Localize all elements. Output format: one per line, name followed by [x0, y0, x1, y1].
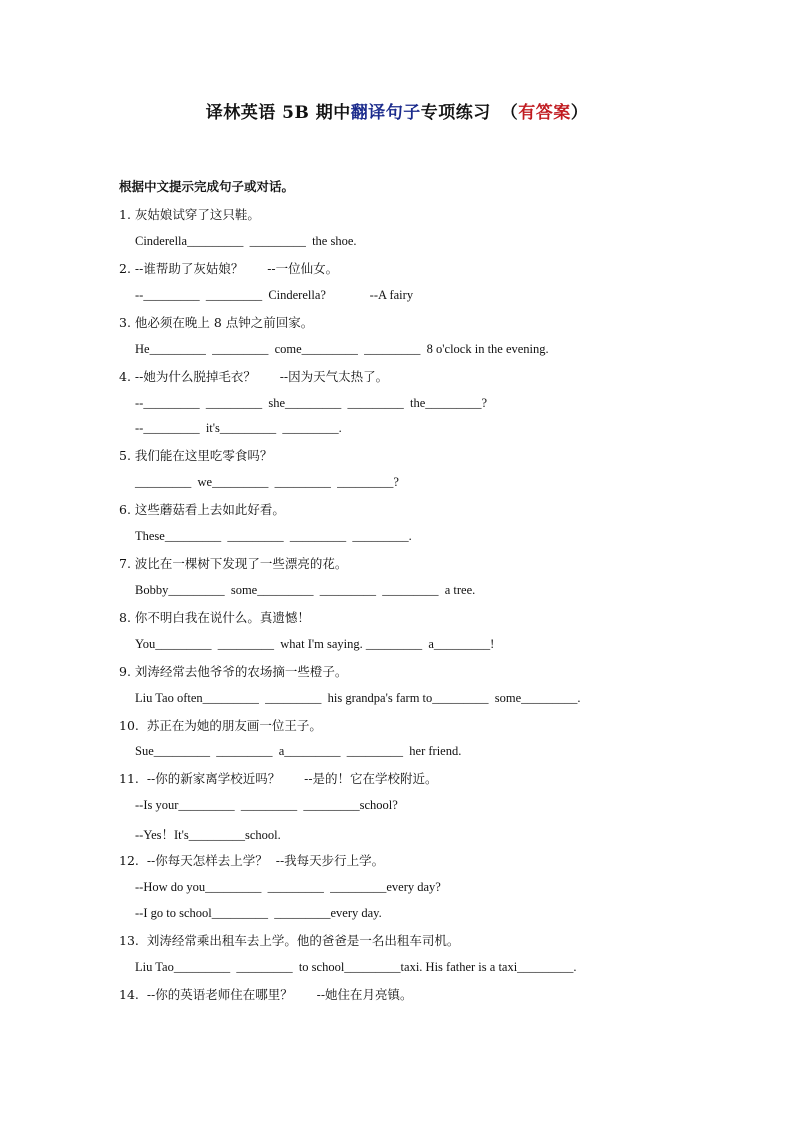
question-7: 7. 波比在一棵树下发现了一些漂亮的花。 [119, 556, 348, 571]
answer-2: --_________ _________ Cinderella? --A fairy [135, 288, 414, 302]
question-14: 14. --你的英语老师住在哪里？ --她住在月亮镇。 [119, 987, 413, 1002]
title-text-3: 期中 [309, 103, 351, 123]
answer-11a: --Is your_________ _________ _________school? [135, 798, 398, 812]
answer-4a: --_________ _________ she_________ _________ the_________? [135, 396, 488, 410]
page-title [0, 98, 794, 123]
answer-5: _________ we_________ _________ _________? [135, 475, 399, 489]
instruction: 根据中文提示完成句子或对话。 [119, 179, 295, 194]
title-text-2: 5B [282, 103, 310, 123]
answer-11b: --Yes！It's_________school. [135, 828, 281, 842]
question-6: 6. 这些蘑菇看上去如此好看。 [119, 502, 285, 517]
question-2: 2. --谁帮助了灰姑娘？ --一位仙女。 [119, 261, 339, 276]
title-text-5: 子 [403, 103, 421, 123]
question-10: 10. 苏正在为她的朋友画一位王子。 [119, 718, 322, 733]
answer-1: Cinderella_________ _________ the shoe. [135, 234, 357, 248]
question-1: 1. 灰姑娘试穿了这只鞋。 [119, 207, 260, 222]
title-text-4: 翻译句 [350, 103, 404, 123]
answer-9: Liu Tao often_________ _________ his grandpa's farm to_________ some_________. [135, 691, 581, 705]
title-text-6: 专项练习 [420, 103, 491, 123]
title-answer-label: 有答案 [518, 103, 571, 123]
question-5: 5. 我们能在这里吃零食吗？ [119, 448, 273, 463]
question-3: 3. 他必须在晚上 8 点钟之前回家。 [119, 315, 314, 330]
title-text-1: 译林英语 [205, 103, 283, 123]
answer-10: Sue_________ _________ a_________ _________ her friend. [135, 744, 462, 758]
title-close-paren: ） [570, 103, 589, 123]
answer-12a: --How do you_________ _________ _________every day? [135, 880, 441, 894]
answer-3: He_________ _________ come_________ _________ 8 o'clock in the evening. [135, 342, 549, 356]
question-4: 4. --她为什么脱掉毛衣？ --因为天气太热了。 [119, 369, 389, 384]
answer-12b: --I go to school_________ _________every day. [135, 906, 382, 920]
question-12: 12. --你每天怎样去上学？ --我每天步行上学。 [119, 853, 385, 868]
question-8: 8. 你不明白我在说什么。真遗憾！ [119, 610, 310, 625]
question-9: 9. 刘涛经常去他爷爷的农场摘一些橙子。 [119, 664, 348, 679]
title-open-paren: （ [500, 103, 519, 123]
question-13: 13. 刘涛经常乘出租车去上学。他的爸爸是一名出租车司机。 [119, 933, 460, 948]
answer-13: Liu Tao_________ _________ to school_________taxi. His father is a taxi_________. [135, 960, 577, 974]
answer-8: You_________ _________ what I'm saying. _________ a_________! [135, 637, 495, 651]
answer-4b: --_________ it's_________ _________. [135, 421, 342, 435]
answer-6: These_________ _________ _________ _________. [135, 529, 412, 543]
answer-7: Bobby_________ some_________ _________ _________ a tree. [135, 583, 476, 597]
question-11: 11. --你的新家离学校近吗？ --是的！它在学校附近。 [119, 771, 438, 786]
